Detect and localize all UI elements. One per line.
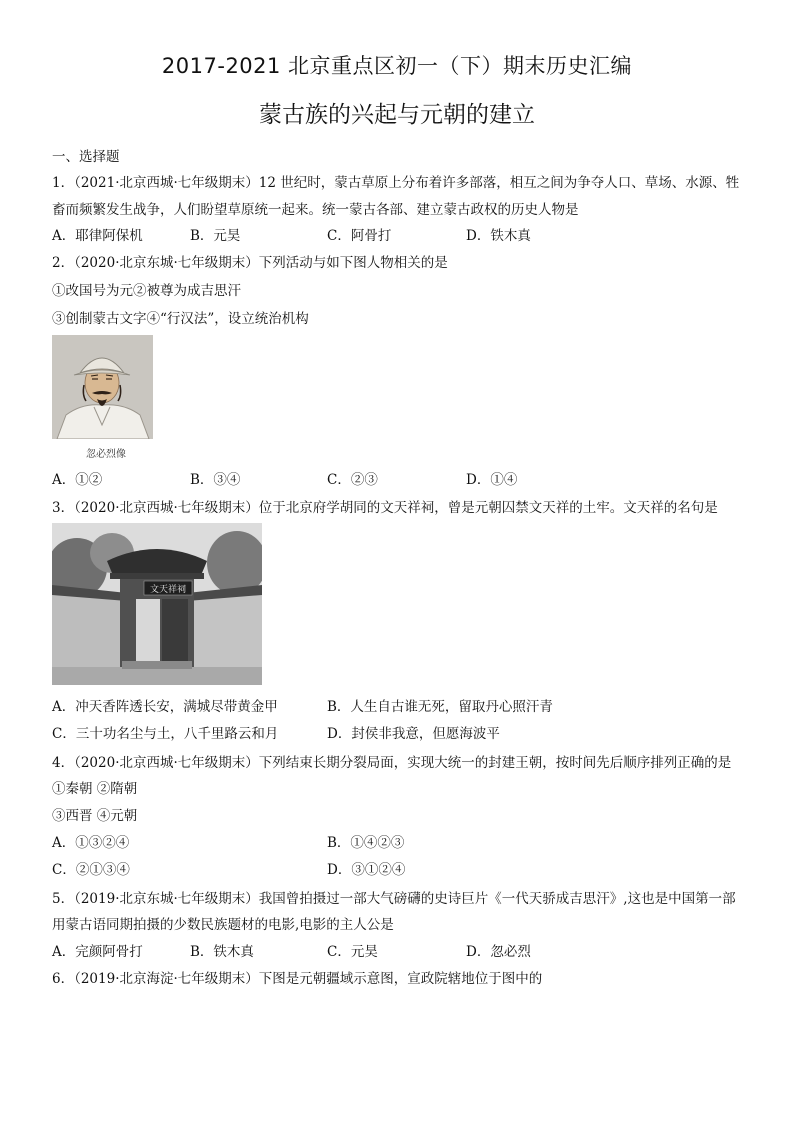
shrine-plaque-text: 文天祥祠 [149, 585, 187, 595]
q4-option-d: D．③①②④ [327, 862, 406, 878]
q3-stem-line1: 3．（2020·北京西城·七年级期末）位于北京府学胡同的文天祥祠，曾是元朝囚禁文天祥的土牢。文天祥的名句是 [52, 500, 718, 516]
document-subtitle: 蒙古族的兴起与元朝的建立 [259, 102, 535, 128]
q4-stem-line3: ③西晋 ④元朝 [52, 808, 138, 824]
q1-option-c: C．阿骨打 [327, 228, 392, 244]
q4-option-c: C．②①③④ [52, 862, 130, 878]
q2-option-b: B．③④ [190, 472, 241, 488]
q5-stem-line1: 5．（2019·北京东城·七年级期末）我国曾拍摄过一部大气磅礴的史诗巨片《一代天骄成吉思汗》,这也是中国第一部 [52, 891, 736, 907]
q3-option-a: A．冲天香阵透长安，满城尽带黄金甲 [52, 699, 278, 715]
q5-option-d: D．忽必烈 [466, 944, 531, 960]
section-heading: 一、选择题 [52, 149, 120, 165]
kublai-khan-portrait [52, 335, 153, 439]
q2-option-a: A．①② [52, 472, 103, 488]
q5-option-a: A．完颜阿骨打 [52, 944, 143, 960]
q6-stem-line1: 6．（2019·北京海淀·七年级期末）下图是元朝疆域示意图，宣政院辖地位于图中的 [52, 971, 543, 987]
q4-option-a: A．①③②④ [52, 835, 130, 851]
q1-option-a: A．耶律阿保机 [52, 228, 143, 244]
q1-option-b: B．元昊 [190, 228, 241, 244]
q1-option-d: D．铁木真 [466, 228, 531, 244]
q2-stem-line2: ①改国号为元②被尊为成吉思汗 [52, 283, 241, 299]
q4-stem-line2: ①秦朝 ②隋朝 [52, 781, 138, 797]
q2-stem-line1: 2．（2020·北京东城·七年级期末）下列活动与如下图人物相关的是 [52, 255, 448, 271]
q2-option-d: D．①④ [466, 472, 518, 488]
portrait-caption: 忽必烈像 [86, 449, 126, 460]
q2-option-c: C．②③ [327, 472, 378, 488]
q1-stem-line2: 畜而频繁发生战争，人们盼望草原统一起来。统一蒙古各部、建立蒙古政权的历史人物是 [52, 202, 579, 218]
q5-option-c: C．元昊 [327, 944, 378, 960]
q4-option-b: B．①④②③ [327, 835, 405, 851]
q2-stem-line3: ③创制蒙古文字④“行汉法”，设立统治机构 [52, 311, 309, 327]
wen-tianxiang-shrine-photo [52, 523, 262, 685]
q3-option-b: B．人生自古谁无死，留取丹心照汗青 [327, 699, 553, 715]
q5-option-b: B．铁木真 [190, 944, 254, 960]
q3-option-d: D．封侯非我意，但愿海波平 [327, 726, 500, 742]
q5-stem-line2: 用蒙古语同期拍摄的少数民族题材的电影,电影的主人公是 [52, 917, 394, 933]
document-title: 2017-2021 北京重点区初一（下）期末历史汇编 [161, 54, 633, 78]
q1-stem-line1: 1．（2021·北京西城·七年级期末）12 世纪时，蒙古草原上分布着许多部落，相互之间为争夺人口、草场、水源、牲 [52, 175, 740, 191]
q4-stem-line1: 4．（2020·北京西城·七年级期末）下列结束长期分裂局面，实现大统一的封建王朝，按时间先后顺序排列正确的是 [52, 755, 732, 771]
q3-option-c: C．三十功名尘与土，八千里路云和月 [52, 726, 279, 742]
